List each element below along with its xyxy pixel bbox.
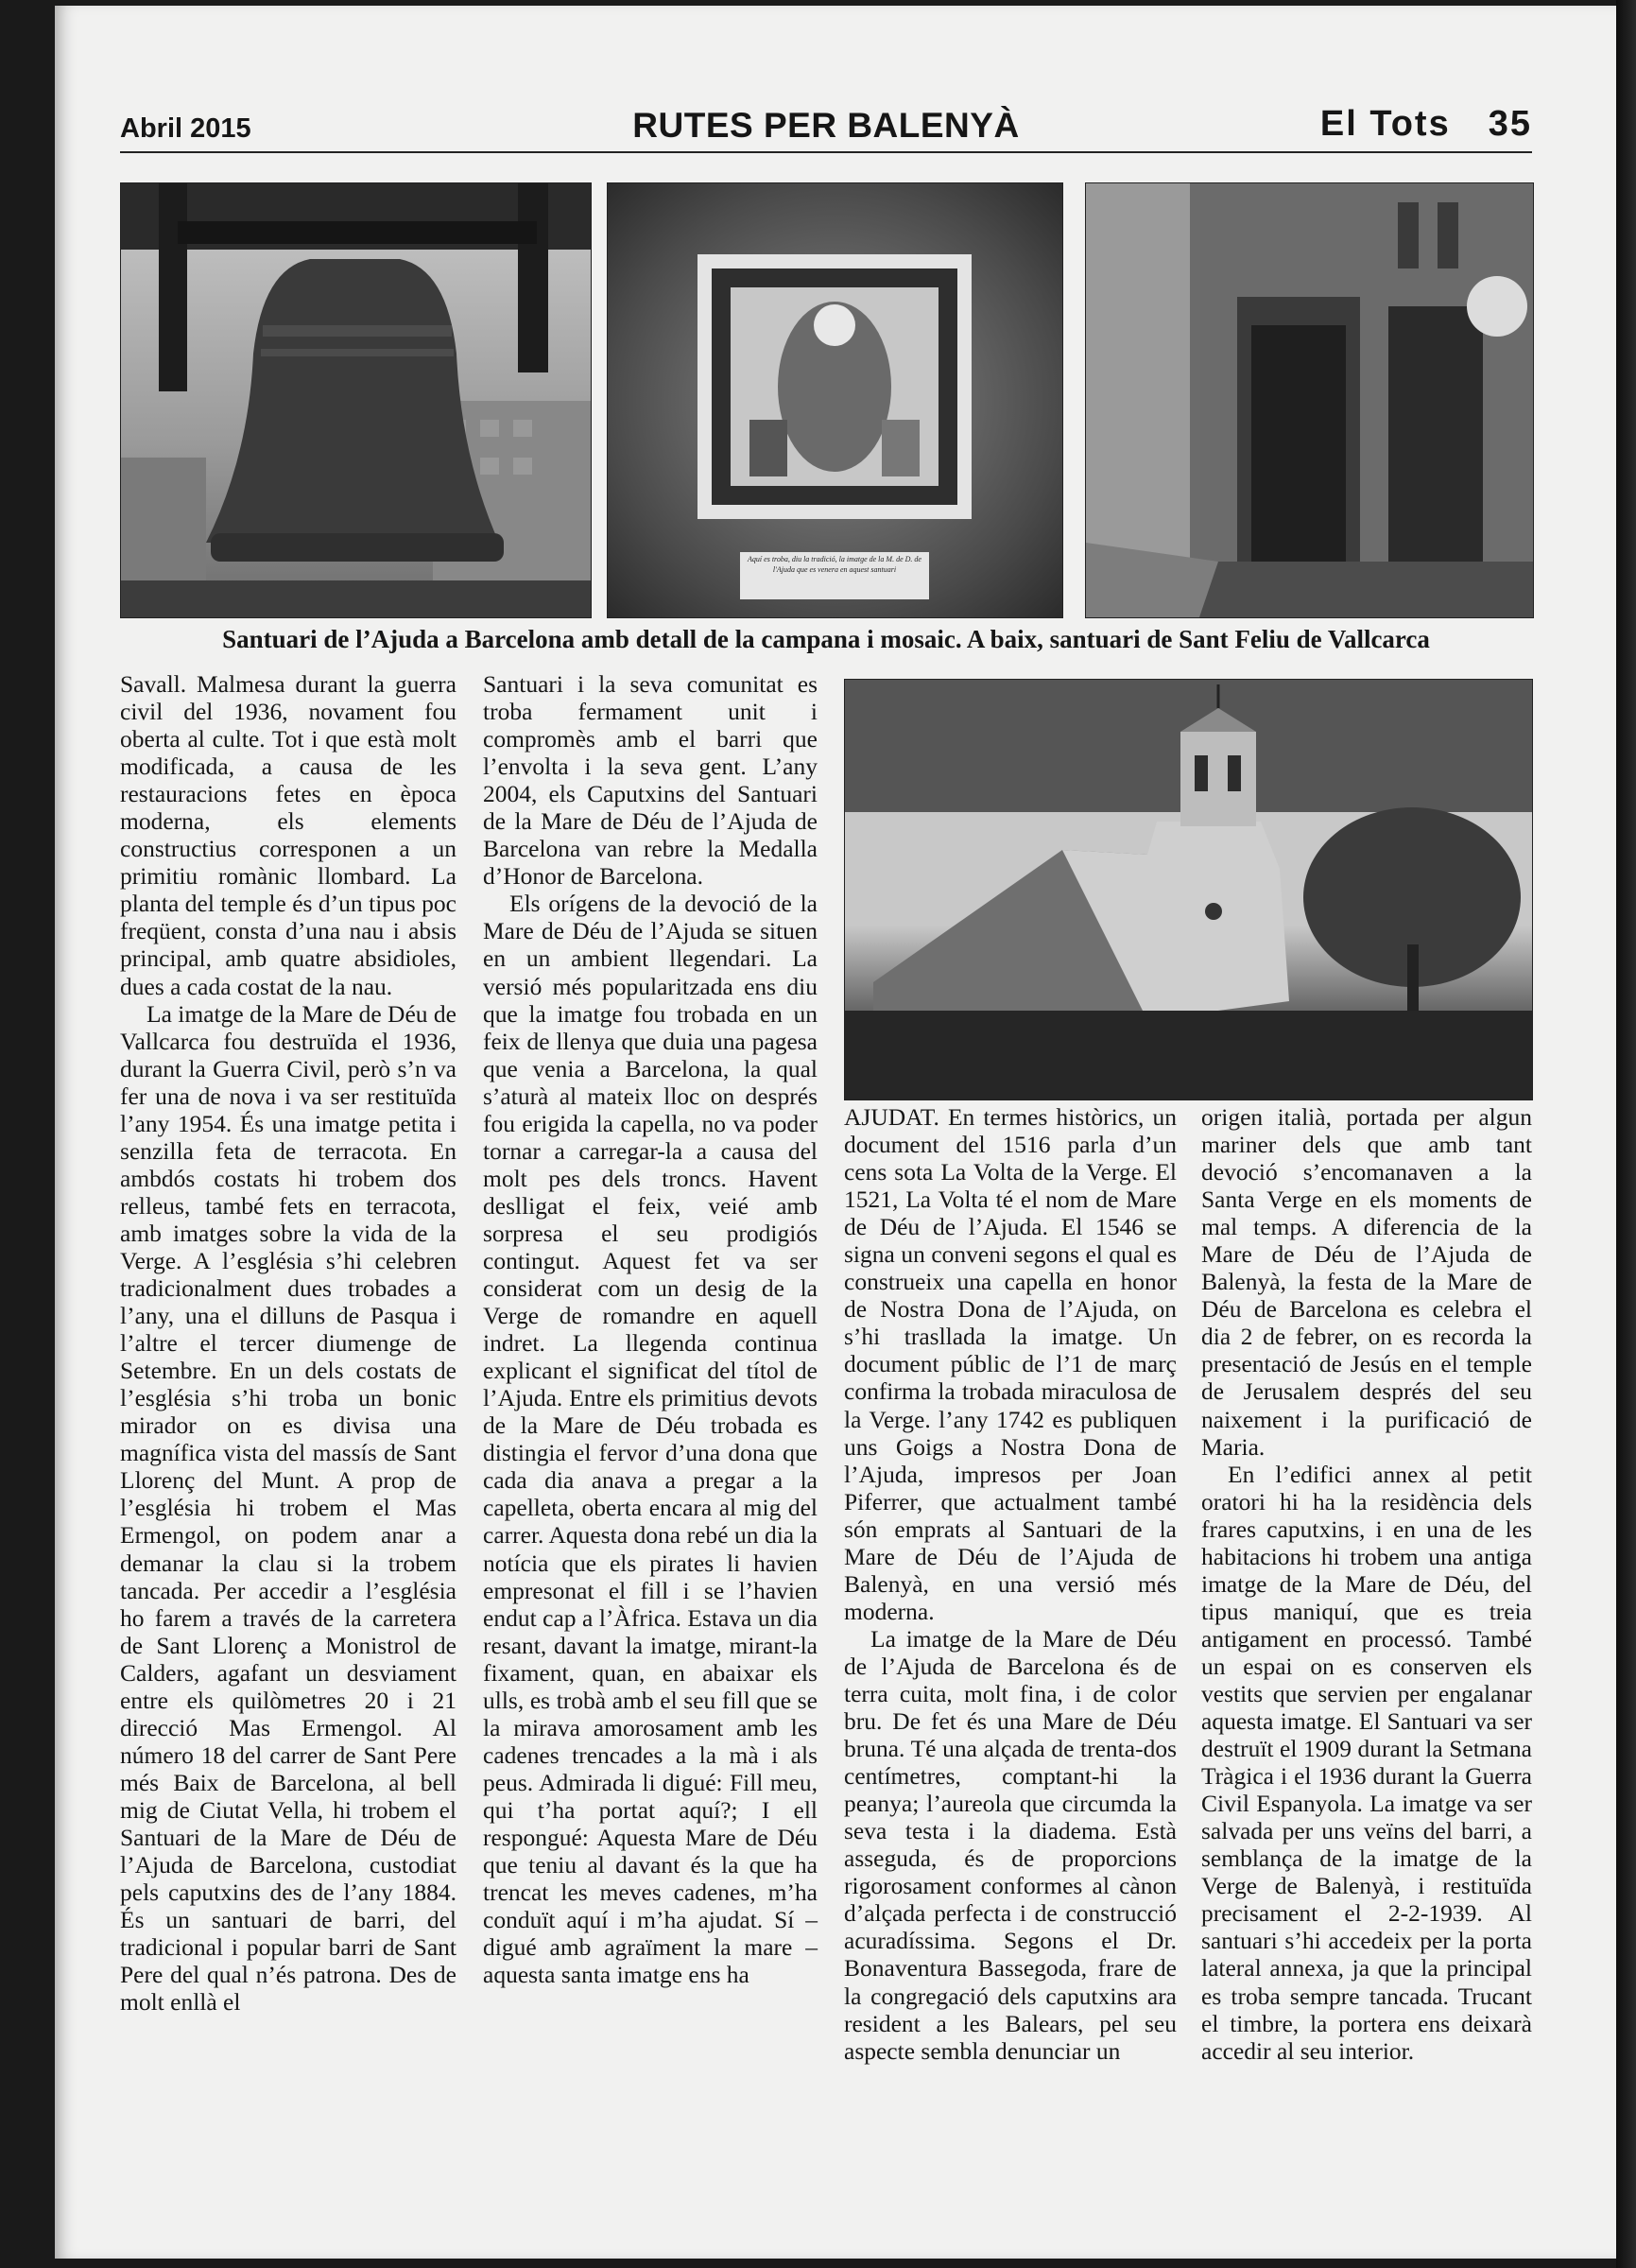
paragraph: origen italià, portada per algun mariner dels que amb tant devoció s’encomanaven a la Santa Verge en els moments de mal temps. A diferencia de la Mare de Déu de l’Ajuda de Balenyà, la festa de la Mare de Déu de Barcelona es celebra el dia 2 de febrer, on es recorda la presentació de Jesús en el temple de Jerusalem després del seu naixement i la purificació de Maria. <box>1201 1103 1532 1461</box>
issue-date: Abril 2015 <box>120 113 251 144</box>
church-photo <box>844 679 1533 1100</box>
street-photo <box>1085 182 1534 618</box>
section-title: RUTES PER BALENYÀ <box>632 106 1020 145</box>
paragraph: AJUDAT. En termes històrics, un document del 1516 parla d’un cens sota La Volta de la Verge. El 1521, La Volta té el nom de Mare de Déu de l’Ajuda. El 1546 se signa un conveni segons el qual es construeix una capella en honor de Nostra Dona de l’Ajuda, on s’hi trasllada la imatge. Un document públic de l’1 de març confirma la trobada miraculosa de la Verge. l’any 1742 es publiquen uns Goigs a Nostra Dona de l’Ajuda, impresos per Joan Piferrer, que actualment també són emprats al Santuari de la Mare de Déu de l’Ajuda de Balenyà, en una versió més moderna. <box>844 1103 1177 1625</box>
paragraph: Savall. Malmesa durant la guerra civil del 1936, novament fou oberta al culte. Tot i que està molt modificada, a causa de les restauracions fetes en època moderna, els elements constructius corresponen a un primitiu romànic llombard. La planta del temple és d’un tipus poc freqüent, consta d’una nau i absis principal, amb quatre absidioles, dues a cada costat de la nau. <box>120 670 456 1000</box>
publication-title: El Tots <box>1319 104 1451 144</box>
photo-caption: Santuari de l’Ajuda a Barcelona amb detall de la campana i mosaic. A baix, santuari de Sant Feliu de Vallcarca <box>222 625 1430 653</box>
mosaic-photo <box>607 182 1063 618</box>
page-edge <box>1616 0 1636 2268</box>
article-column-2 <box>483 670 818 1988</box>
paragraph: Els orígens de la devoció de la Mare de Déu de l’Ajuda se situen en un ambient llegendari. La versió més popularitzada ens diu que la imatge fou trobada en un feix de llenya que duia una pagesa que venia a Barcelona, la qual s’aturà al mateix lloc on després fou erigida la capella, no va poder tornar a carregar-la a causa del molt pes dels troncs. Havent deslligat el feix, veié amb sorpresa el seu prodigiós contingut. Aquest fet va ser considerat com un desig de la Verge de romandre en aquell indret. La llegenda continua explicant el significat del títol de l’Ajuda. Entre els primitius devots de la Mare de Déu trobada es distingia el fervor d’una dona que cada dia anava a pregar a la capelleta, oberta encara al mig del carrer. Aquesta dona rebé un dia la notícia que els pirates li havien empresonat el fill i se l’havien endut cap a l’Àfrica. Estava un dia resant, davant la imatge, mirant-la fixament, quan, en abaixar els ulls, es trobà amb el seu fill que se la mirava amorosament amb les cadenes trencades a la mà i als peus. Admirada li digué: Fill meu, qui t’ha portat aquí?; I ell respongué: Aquesta Mare de Déu que teniu al davant és la que ha trencat les meves cadenes, m’ha conduït aquí i m’ha ajudat. Sí – digué amb agraïment la mare – aquesta santa imatge ens ha <box>483 890 818 1989</box>
page-header <box>120 104 1532 153</box>
paragraph: En l’edifici annex al petit oratori hi ha la residència dels frares caputxins, i en una de les habitacions hi trobem una antiga imatge de la Mare de Déu, del tipus maniquí, que es treia antigament en processó. També un espai on es conserven els vestits que servien per engalanar aquesta imatge. El Santuari va ser destruït el 1909 durant la Setmana Tràgica i el 1936 durant la Guerra Civil Espanyola. La imatge va ser salvada per uns veïns del barri, a semblança de la imatge de la Verge de Balenyà, i restituïda precisament el 2-2-1939. Al santuari s’hi accedeix per la porta lateral annexa, ja que la principal es troba sempre tancada. Trucant el timbre, la portera ens deixarà accedir al seu interior. <box>1201 1460 1532 2065</box>
paragraph: La imatge de la Mare de Déu de l’Ajuda de Barcelona és de terra cuita, molt fina, i de color bru. De fet és una Mare de Déu bruna. Té una alçada de trenta-dos centímetres, comptant-hi la peanya; l’aureola que circumda la seva testa i la diadema. Està asseguda, és de proporcions rigorosament conformes al cànon d’alçada perfecta i de construcció acuradíssima. Segons el Dr. Bonaventura Bassegoda, frare de la congregació dels caputxins ara resident a les Balears, pel seu aspecte sembla denunciar un <box>844 1624 1177 2065</box>
page-number: 35 <box>1488 104 1532 144</box>
article-column-1 <box>120 670 456 2016</box>
paragraph: Santuari i la seva comunitat es troba fermament unit i compromès amb el barri que l’envolta i la seva gent. L’any 2004, els Caputxins del Santuari de la Mare de Déu de l’Ajuda de Barcelona van rebre la Medalla d’Honor de Barcelona. <box>483 670 818 891</box>
article-column-4 <box>1201 1103 1532 2065</box>
publication-name <box>1320 104 1532 145</box>
article-column-3 <box>844 1103 1177 2065</box>
bell-photo <box>120 182 592 618</box>
paragraph: La imatge de la Mare de Déu de Vallcarca fou destruïda el 1936, durant la Guerra Civil, però s’n va fer una de nova i va ser restituïda l’any 1954. És una imatge petita i senzilla feta de terracota. En ambdós costats hi trobem dos relleus, també fets en terracota, amb imatges sobre la vida de la Verge. A l’església s’hi celebren tradicionalment dues trobades a l’any, una el dilluns de Pasqua i l’altre el tercer diumenge de Setembre. En un dels costats de l’església s’hi troba un bonic mirador on es divisa una magnífica vista del massís de Sant Llorenç del Munt. A prop de l’església hi trobem el Mas Ermengol, on podem anar a demanar la clau si la trobem tancada. Per accedir a l’església ho farem a través de la carretera de Sant Llorenç a Monistrol de Calders, agafant un desviament entre els quilòmetres 20 i 21 direcció Mas Ermengol. Al número 18 del carrer de Sant Pere més Baix de Barcelona, al bell mig de Ciutat Vella, hi trobem el Santuari de la Mare de Déu de l’Ajuda de Barcelona, custodiat pels caputxins des de l’any 1884. És un santuari de barri, del tradicional i popular barri de Sant Pere del qual n’és patrona. Des de molt enllà el <box>120 999 456 2017</box>
mosaic-plaque-text: Aquí es troba, diu la tradició, la imatge de la M. de D. de l'Ajuda que es venera en aquest santuari <box>748 555 921 574</box>
